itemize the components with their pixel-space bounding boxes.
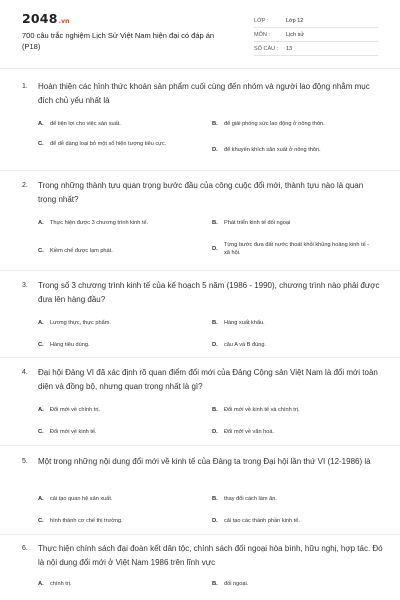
logo-tld: .vn [58, 18, 70, 25]
answer-option-b[interactable] [212, 319, 382, 327]
option-text: Hàng xuất khẩu. [224, 320, 265, 326]
answer-option-c[interactable] [38, 341, 198, 349]
answer-option-b[interactable] [212, 120, 382, 128]
option-label: C. [38, 342, 44, 348]
option-text: để khuyến khích sản xuất ở nông thôn. [224, 147, 321, 153]
option-text: Đổi mới về chính trị. [50, 407, 100, 413]
option-label: D. [212, 246, 218, 252]
page-title: 700 câu trắc nghiệm Lịch Sử Việt Nam hiện đại có đáp án (P18) [22, 31, 215, 51]
option-text: Lương thực, thực phẩm. [50, 320, 111, 326]
option-label: B. [212, 121, 218, 127]
question-number: 6. [22, 545, 28, 552]
option-text: thay đổi cách làm ăn. [224, 496, 277, 502]
question-number: 5. [22, 458, 28, 465]
option-label: A. [38, 320, 44, 326]
meta-key: MÔN : [254, 31, 270, 38]
option-label: D. [212, 342, 218, 348]
question-number: 3. [22, 282, 28, 289]
option-label: A. [38, 220, 44, 226]
question-text: Thực hiện chính sách đại đoàn kết dân tộc, chính sách đối ngoại hòa bình, hữu nghị, hợp tác. Đó là nội dung đổi mới ở Việt Nam 1986 trên lĩnh vực [38, 544, 383, 567]
answer-option-c[interactable] [38, 517, 198, 525]
answer-option-a[interactable] [38, 406, 198, 414]
meta-row-grade [254, 14, 378, 28]
option-text: câu A và B đúng. [224, 342, 266, 348]
meta-value: 13 [286, 45, 293, 52]
option-text: Từng bước đưa đất nước thoát khỏi khủng hoảng kinh tế - xã hội. [224, 242, 370, 256]
option-text: cải tạo quan hệ sản xuất. [50, 496, 113, 502]
question-text: Trong những thành tựu quan trọng bước đầu của công cuộc đổi mới, thành tựu nào là quan trọng nhất? [38, 181, 364, 204]
option-text: Phát triển kinh tế đối ngoại [224, 220, 291, 226]
option-text: để dễ dàng loại bỏ một số hiện tượng tiêu cực. [50, 141, 167, 147]
option-label: B. [212, 407, 218, 413]
answer-option-a[interactable] [38, 219, 198, 227]
answer-option-b[interactable] [212, 580, 382, 588]
answer-option-a[interactable] [38, 580, 198, 588]
answer-option-d[interactable] [212, 241, 382, 257]
question-text: Hoàn thiện các hình thức khoán sản phẩm cuối cùng đến nhóm và người lao động nhằm mục đích chủ yếu nhất là [38, 82, 370, 105]
question-divider [0, 445, 400, 446]
option-label: B. [212, 496, 218, 502]
option-text: Đổi mới về kinh tế và chính trị. [224, 407, 300, 413]
option-label: A. [38, 496, 44, 502]
question-number: 2. [22, 182, 28, 189]
option-text: để giải phóng sức lao động ở nông thôn. [224, 121, 325, 127]
option-text: hình thành cơ chế thị trường. [50, 518, 123, 524]
option-text: Hàng tiêu dùng. [50, 342, 90, 348]
question-divider [0, 270, 400, 271]
question-text: Trong số 3 chương trình kinh tế của kế hoạch 5 năm (1986 - 1990), chương trình nào phải được đưa lên hàng đầu? [38, 281, 380, 304]
meta-row-count [254, 42, 378, 56]
question-number: 4. [22, 369, 28, 376]
option-text: Kiềm chế được lạm phát. [50, 248, 113, 254]
question-text: Đại hội Đảng VI đã xác định rõ quan điểm đổi mới của Đảng Cộng sản Việt Nam là đổi mới toàn diện và đồng bộ, nhưng quan trọng nhất là gì? [38, 368, 378, 391]
answer-option-d[interactable] [212, 428, 382, 436]
meta-key: SỐ CÂU : [254, 45, 279, 52]
question-text: Một trong những nội dung đổi mới về kinh tế của Đảng ta trong Đại hội lần thứ VI (12-1986) là [38, 457, 371, 466]
option-text: chính trị. [50, 581, 72, 587]
meta-key: LỚP : [254, 17, 269, 24]
meta-table [254, 14, 378, 56]
option-label: D. [212, 518, 218, 524]
option-label: C. [38, 429, 44, 435]
option-label: B. [212, 581, 218, 587]
option-text: cải tạo các thành phần kinh tế. [224, 518, 300, 524]
answer-option-a[interactable] [38, 495, 198, 503]
option-text: để tiện lợi cho việc sản xuất. [50, 121, 121, 127]
question-divider [0, 357, 400, 358]
answer-option-a[interactable] [38, 319, 198, 327]
meta-value: Lớp 12 [286, 17, 304, 24]
option-label: D. [212, 147, 218, 153]
answer-option-b[interactable] [212, 406, 382, 414]
header-divider [0, 68, 400, 69]
option-text: đối ngoại. [224, 581, 249, 587]
option-text: Đổi mới về kinh tế. [50, 429, 97, 435]
option-text: Đổi mới về văn hoá. [224, 429, 274, 435]
answer-option-c[interactable] [38, 140, 208, 148]
option-label: B. [212, 220, 218, 226]
option-label: D. [212, 429, 218, 435]
answer-option-b[interactable] [212, 495, 382, 503]
option-label: C. [38, 518, 44, 524]
answer-option-b[interactable] [212, 219, 382, 227]
answer-option-c[interactable] [38, 428, 198, 436]
answer-option-d[interactable] [212, 341, 382, 349]
meta-value: Lịch sử [286, 31, 305, 38]
site-logo[interactable] [22, 11, 70, 26]
page-header [0, 0, 400, 64]
logo-text: 2048 [22, 11, 58, 26]
option-label: A. [38, 407, 44, 413]
question-divider [0, 170, 400, 171]
answer-option-c[interactable] [38, 247, 198, 255]
question-divider [0, 534, 400, 535]
meta-row-subject [254, 28, 378, 42]
option-label: A. [38, 581, 44, 587]
option-label: B. [212, 320, 218, 326]
question-number: 1. [22, 83, 28, 90]
option-label: C. [38, 141, 44, 147]
option-label: A. [38, 121, 44, 127]
answer-option-d[interactable] [212, 146, 382, 154]
answer-option-d[interactable] [212, 517, 382, 525]
option-text: Thực hiện được 3 chương trình kinh tế. [50, 220, 149, 226]
answer-option-a[interactable] [38, 120, 198, 128]
option-label: C. [38, 248, 44, 254]
